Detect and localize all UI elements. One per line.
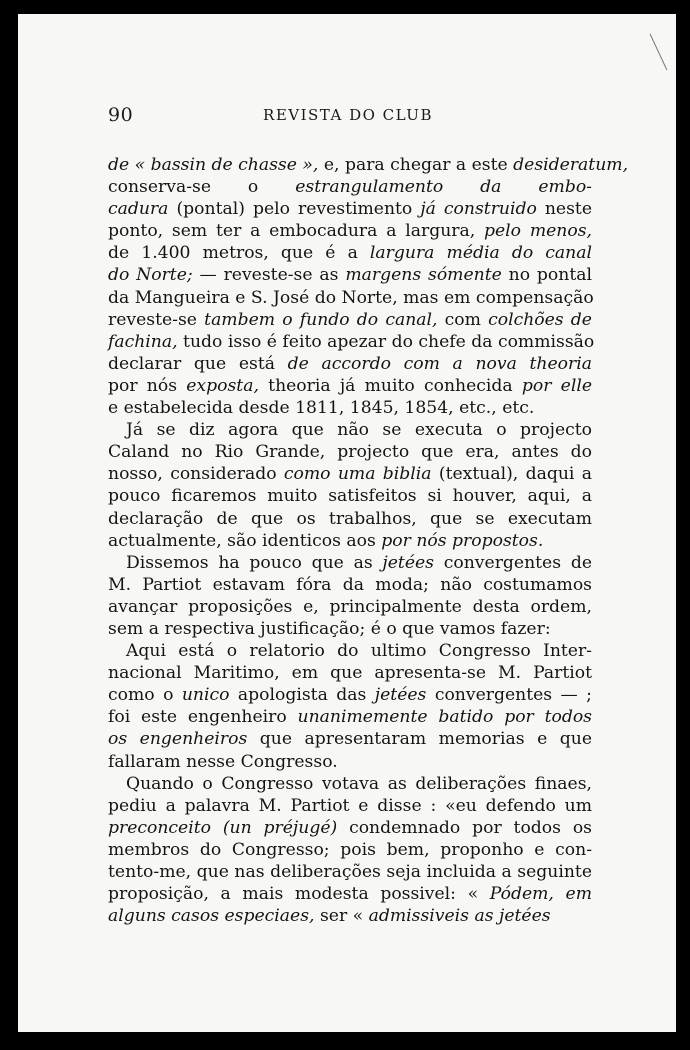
text-line — [108, 861, 592, 883]
italic-text: margens sómente — [345, 265, 509, 286]
text-run: nosso, considerado — [108, 464, 284, 485]
text-line — [108, 684, 592, 706]
text-run: Já se diz agora que não se executa o projecto — [126, 420, 592, 441]
italic-text: fachina, — [108, 331, 184, 352]
italic-text: já construido — [420, 199, 545, 220]
text-line — [108, 817, 592, 839]
text-run: com — [444, 309, 489, 330]
text-run: ser « — [319, 906, 369, 927]
text-line — [108, 596, 592, 618]
text-run: e, para chegar a este — [323, 155, 514, 175]
text-run: membros do Congresso; pois bem, proponho e con- — [108, 839, 592, 860]
text-line — [108, 287, 592, 309]
text-run: convergentes — ; — [434, 685, 592, 706]
text-line — [108, 463, 592, 485]
text-run: condemnado por todos os — [349, 817, 592, 838]
italic-text: por nós propostos. — [381, 530, 544, 551]
text-line — [108, 883, 592, 905]
edge-mark — [650, 34, 668, 71]
text-run: proposição, a mais modesta possivel: « — [108, 884, 490, 905]
text-run: Dissemos ha pouco que as — [126, 552, 383, 573]
text-line — [108, 773, 592, 795]
text-run: — reveste-se as — [199, 265, 346, 286]
italic-text: largura média do canal — [369, 243, 592, 264]
text-line — [108, 795, 592, 817]
text-line — [108, 353, 592, 375]
text-line — [108, 176, 592, 198]
body-text — [108, 154, 629, 927]
text-run: M. Partiot estavam fóra da moda; não costumamos — [108, 574, 592, 595]
text-run: tudo isso é feito apezar do chefe da commissão — [183, 331, 595, 352]
text-run: reveste-se — [108, 309, 205, 330]
text-line — [108, 264, 592, 286]
text-line — [108, 706, 592, 728]
text-run: conserva-se o — [108, 177, 296, 198]
text-line — [108, 485, 592, 507]
italic-text: pelo menos, — [484, 221, 592, 242]
text-line — [108, 728, 592, 750]
text-run: e estabelecida desde 1811, 1845, 1854, etc., etc. — [108, 398, 535, 419]
italic-text: tambem o fundo do canal, — [204, 309, 445, 330]
italic-text: jetées — [382, 552, 444, 573]
text-line — [108, 242, 592, 264]
text-run: declarar que está — [108, 353, 288, 374]
text-run: apologista das — [237, 685, 375, 706]
text-line — [108, 375, 592, 397]
italic-text: jetées — [374, 685, 435, 706]
paragraph — [108, 419, 592, 552]
page-number: 90 — [108, 104, 134, 126]
text-run: da Mangueira e S. José do Norte, mas em compensação — [108, 287, 594, 308]
italic-text: por elle — [521, 375, 593, 396]
text-line — [108, 662, 592, 684]
text-run: fallaram nesse Congresso. — [108, 751, 338, 772]
italic-text: unico — [181, 685, 238, 706]
page-header — [108, 104, 588, 134]
text-run: no pontal — [508, 265, 592, 286]
text-run: foi este engenheiro — [108, 707, 298, 728]
text-line — [108, 905, 592, 927]
text-run: nacional Maritimo, em que apresenta-se M. Partiot — [108, 663, 592, 684]
italic-text: admissiveis as jetées — [368, 906, 551, 927]
italic-text: unanimemente batido por todos — [297, 707, 592, 728]
italic-text: exposta, — [186, 375, 269, 396]
text-line — [108, 640, 592, 662]
italic-text: de accordo com a nova theoria — [287, 353, 592, 374]
paragraph — [108, 640, 592, 773]
text-run: theoria já muito conhecida — [268, 375, 522, 396]
text-line — [108, 751, 592, 773]
text-run: Aqui está o relatorio do ultimo Congresso Inter- — [126, 641, 592, 662]
text-line — [108, 574, 592, 596]
italic-text: de « bassin de chasse », — [108, 155, 324, 175]
italic-text: desideratum, — [513, 155, 629, 175]
text-run: ponto, sem ter a embocadura a largura, — [108, 221, 484, 242]
italic-text: do Norte; — [108, 265, 200, 286]
text-run: avançar proposições e, principalmente desta ordem, — [108, 596, 592, 617]
text-line — [108, 839, 592, 861]
text-run: pediu a palavra M. Partiot e disse : «eu defendo um — [108, 795, 592, 816]
text-line — [108, 419, 592, 441]
text-line — [108, 441, 592, 463]
text-run: declaração de que os trabalhos, que se executam — [108, 508, 592, 529]
text-run: por nós — [108, 375, 187, 396]
text-run: (textual), daqui a — [438, 464, 592, 485]
text-run: neste — [544, 199, 592, 220]
text-run: actualmente, são identicos aos — [108, 530, 382, 551]
text-run: como o — [108, 685, 182, 706]
italic-text: Pódem, em — [489, 884, 592, 905]
text-run: que apresentaram memorias e que — [259, 729, 592, 750]
paragraph — [108, 154, 629, 419]
text-line — [108, 397, 592, 419]
italic-text: preconceito (un préjugé) — [108, 817, 350, 838]
italic-text: cadura — [108, 199, 177, 220]
italic-text: colchões de — [488, 309, 592, 330]
text-line — [108, 309, 592, 331]
text-run: Quando o Congresso votava as deliberações finaes, — [126, 773, 592, 794]
text-line — [108, 530, 592, 552]
text-run: de 1.400 metros, que é a — [108, 243, 370, 264]
text-run: (pontal) pelo revestimento — [176, 199, 421, 220]
running-title: REVISTA DO CLUB — [263, 106, 433, 124]
italic-text: alguns casos especiaes, — [108, 906, 320, 927]
italic-text: estrangulamento da embo- — [295, 177, 592, 198]
paragraph — [108, 773, 592, 928]
text-run: convergentes de — [443, 552, 592, 573]
italic-text: como uma biblia — [283, 464, 439, 485]
text-line — [108, 154, 629, 176]
text-run: sem a respectiva justificação; é o que vamos fazer: — [108, 618, 551, 639]
text-line — [108, 508, 592, 530]
text-line — [108, 331, 595, 353]
text-run: tento-me, que nas deliberações seja incluida a seguinte — [108, 862, 592, 882]
text-run: Caland no Rio Grande, projecto que era, antes do — [108, 442, 592, 463]
text-line — [108, 198, 592, 220]
book-page — [18, 14, 676, 1032]
text-line — [108, 552, 592, 574]
paragraph — [108, 552, 592, 640]
text-line — [108, 220, 592, 242]
italic-text: os engenheiros — [108, 729, 260, 750]
text-run: pouco ficaremos muito satisfeitos si houver, aqui, a — [108, 486, 592, 507]
text-line — [108, 618, 592, 640]
